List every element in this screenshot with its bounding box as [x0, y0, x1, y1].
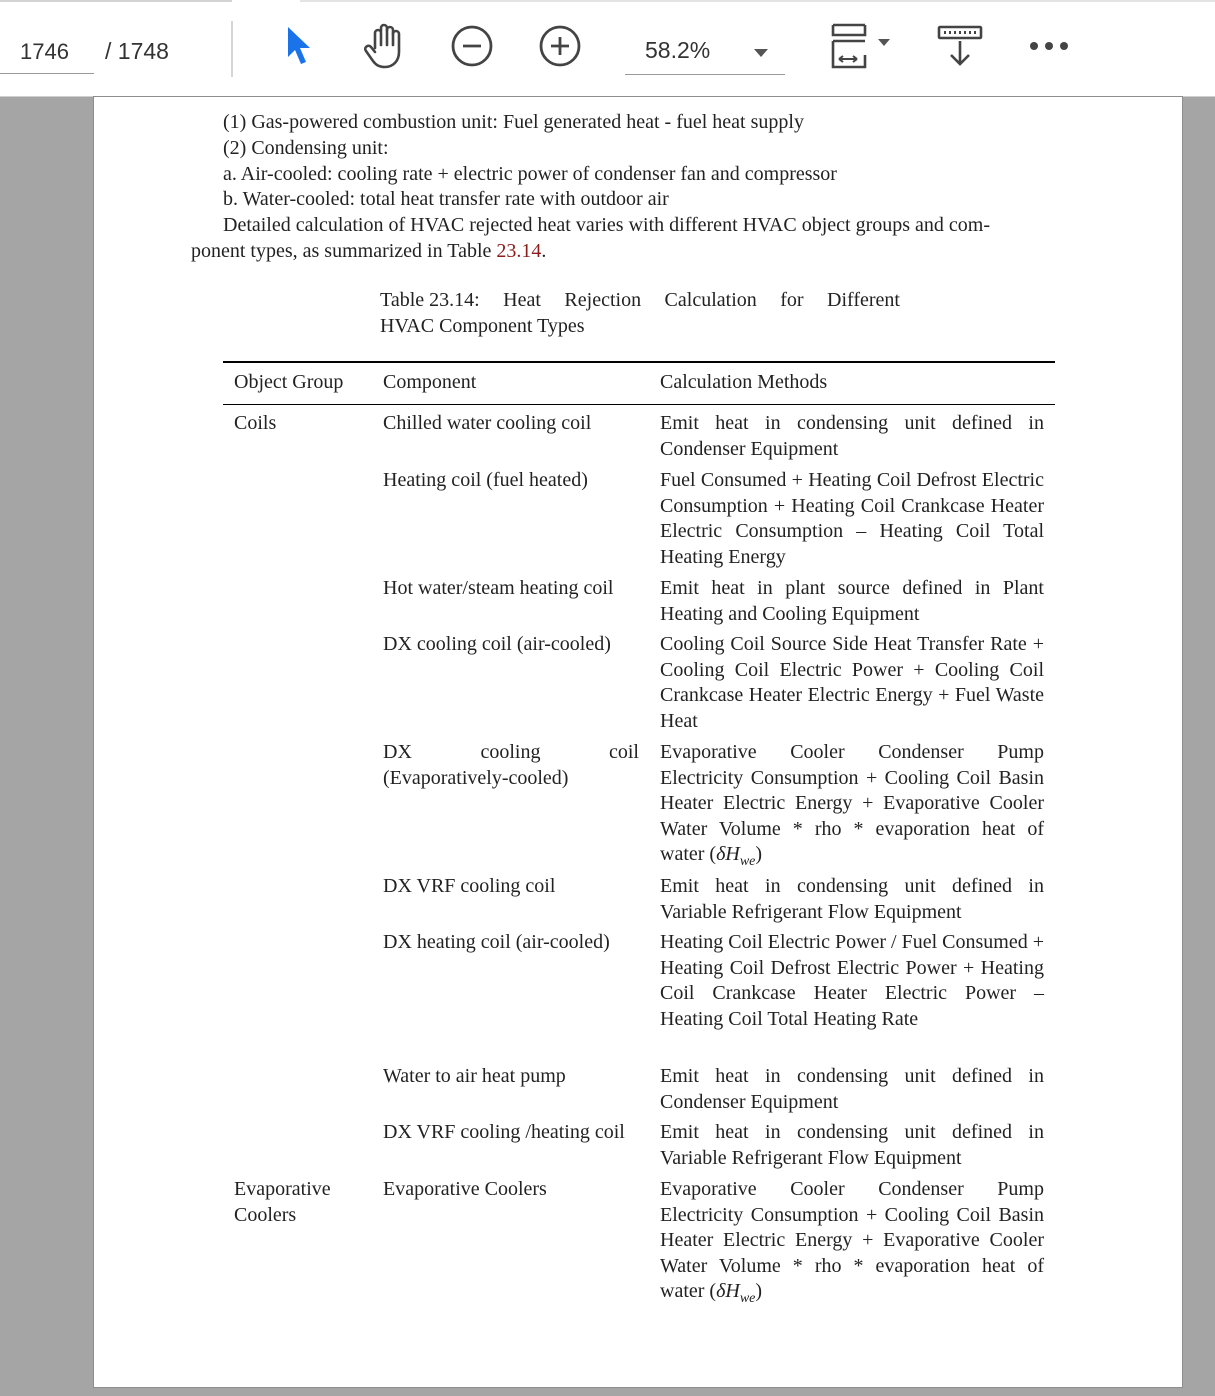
- caption-word: Different: [827, 289, 900, 311]
- zoom-out-button[interactable]: [447, 22, 497, 74]
- toolbar-top-edge: [0, 0, 1215, 3]
- intro-line-2: (2) Condensing unit:: [223, 137, 389, 159]
- table-row-method: Evaporative Cooler Condenser Pump Electricity Consumption + Cooling Coil Basin Heater Electric Energy + Evaporative Cooler Water Volume * rho * evaporation heat of water $(\delta H_{we})$: [660, 741, 1044, 870]
- pointer-arrow-icon: [281, 24, 315, 73]
- hand-tool-button[interactable]: [360, 22, 410, 74]
- table-row-method: Fuel Consumed + Heating Coil Defrost Electric Consumption + Heating Coil Crankcase Heater Electric Consumption – Heating Coil Total Heating Energy: [660, 469, 1044, 568]
- caption-word: for: [780, 289, 804, 311]
- intro-line-1: (1) Gas-powered combustion unit: Fuel generated heat - fuel heat supply: [223, 111, 804, 133]
- toolbar-divider: [231, 21, 233, 77]
- group-coils: Coils: [234, 412, 277, 434]
- caption-label: Table 23.14:: [380, 289, 480, 311]
- read-aloud-download-icon: [935, 21, 985, 76]
- table-row-component: DX VRF cooling coil: [383, 875, 556, 897]
- header-calculation-methods: Calculation Methods: [660, 371, 828, 393]
- table-row-component: DX cooling coil (Evaporatively-cooled): [383, 741, 639, 789]
- select-tool-button[interactable]: [273, 22, 323, 74]
- intro-line-4: b. Water-cooled: total heat transfer rate with outdoor air: [223, 188, 669, 210]
- table-header-rule: [223, 404, 1055, 405]
- paragraph-end: .: [541, 240, 547, 262]
- chevron-down-icon: [753, 45, 769, 63]
- page-number-input[interactable]: [0, 30, 94, 74]
- hand-pan-icon: [361, 21, 409, 76]
- table-row-method: Evaporative Cooler Condenser Pump Electricity Consumption + Cooling Coil Basin Heater Electric Energy + Evaporative Cooler Water Volume * rho * evaporation heat of water $(\delta H_{we})$: [660, 1178, 1044, 1307]
- table-caption: [380, 287, 900, 339]
- header-object-group: Object Group: [234, 371, 344, 393]
- table-row-component: Hot water/steam heating coil: [383, 577, 614, 599]
- group-evaporative-coolers: Evaporative Coolers: [234, 1178, 331, 1226]
- table-row-component: Evaporative Coolers: [383, 1178, 547, 1200]
- page-total-label: / 1748: [105, 38, 169, 64]
- read-mode-button[interactable]: [935, 22, 985, 74]
- intro-line-3: a. Air-cooled: cooling rate + electric power of condenser fan and compressor: [223, 163, 837, 185]
- table-row-method: Emit heat in plant source defined in Plant Heating and Cooling Equipment: [660, 577, 1044, 625]
- caption-word: Heat: [503, 289, 541, 311]
- table-row-method: Emit heat in condensing unit defined in Condenser Equipment: [660, 1065, 1044, 1113]
- zoom-out-icon: [449, 23, 495, 74]
- pdf-toolbar: [0, 0, 1215, 97]
- paragraph-text: ponent types, as summarized in Table: [191, 240, 497, 262]
- table-row-method: Emit heat in condensing unit defined in Condenser Equipment: [660, 412, 1044, 460]
- table-row-component: DX VRF cooling /heating coil: [383, 1121, 625, 1143]
- caption-word: Calculation: [664, 289, 757, 311]
- table-row-method: Emit heat in condensing unit defined in Variable Refrigerant Flow Equipment: [660, 1121, 1044, 1169]
- table-top-rule: [223, 361, 1055, 363]
- caption-word: Rejection: [564, 289, 642, 311]
- more-options-icon: [1026, 39, 1072, 58]
- paragraph-line-1: Detailed calculation of HVAC rejected heat varies with different HVAC object groups and com-: [223, 214, 990, 236]
- table-reference-link[interactable]: 23.14: [496, 240, 542, 262]
- caption-line-2: HVAC Component Types: [380, 315, 585, 337]
- zoom-in-button[interactable]: [535, 22, 585, 74]
- header-component: Component: [383, 371, 477, 393]
- fit-page-button[interactable]: [825, 22, 895, 74]
- table-row-component: DX heating coil (air-cooled): [383, 931, 610, 953]
- table-row-method: Heating Coil Electric Power / Fuel Consumed + Heating Coil Defrost Electric Power + Heating Coil Crankcase Heater Electric Power – Heating Coil Total Heating Rate: [660, 931, 1044, 1030]
- pdf-page: [94, 97, 1182, 1387]
- paragraph-line-2: [191, 238, 546, 264]
- zoom-level-value: 58.2%: [645, 37, 711, 63]
- more-options-button[interactable]: [1024, 22, 1074, 74]
- table-row-method: Cooling Coil Source Side Heat Transfer Rate + Cooling Coil Electric Power + Cooling Coil Crankcase Heater Electric Energy + Fuel Waste Heat: [660, 633, 1044, 732]
- table-row-component: Water to air heat pump: [383, 1065, 566, 1087]
- zoom-in-icon: [537, 23, 583, 74]
- table-row-method: Emit heat in condensing unit defined in Variable Refrigerant Flow Equipment: [660, 875, 1044, 923]
- fit-page-icon: [827, 21, 893, 76]
- table-row-component: Heating coil (fuel heated): [383, 469, 588, 491]
- zoom-level-select[interactable]: [625, 30, 785, 75]
- table-row-component: Chilled water cooling coil: [383, 412, 592, 434]
- table-row-component: DX cooling coil (air-cooled): [383, 633, 611, 655]
